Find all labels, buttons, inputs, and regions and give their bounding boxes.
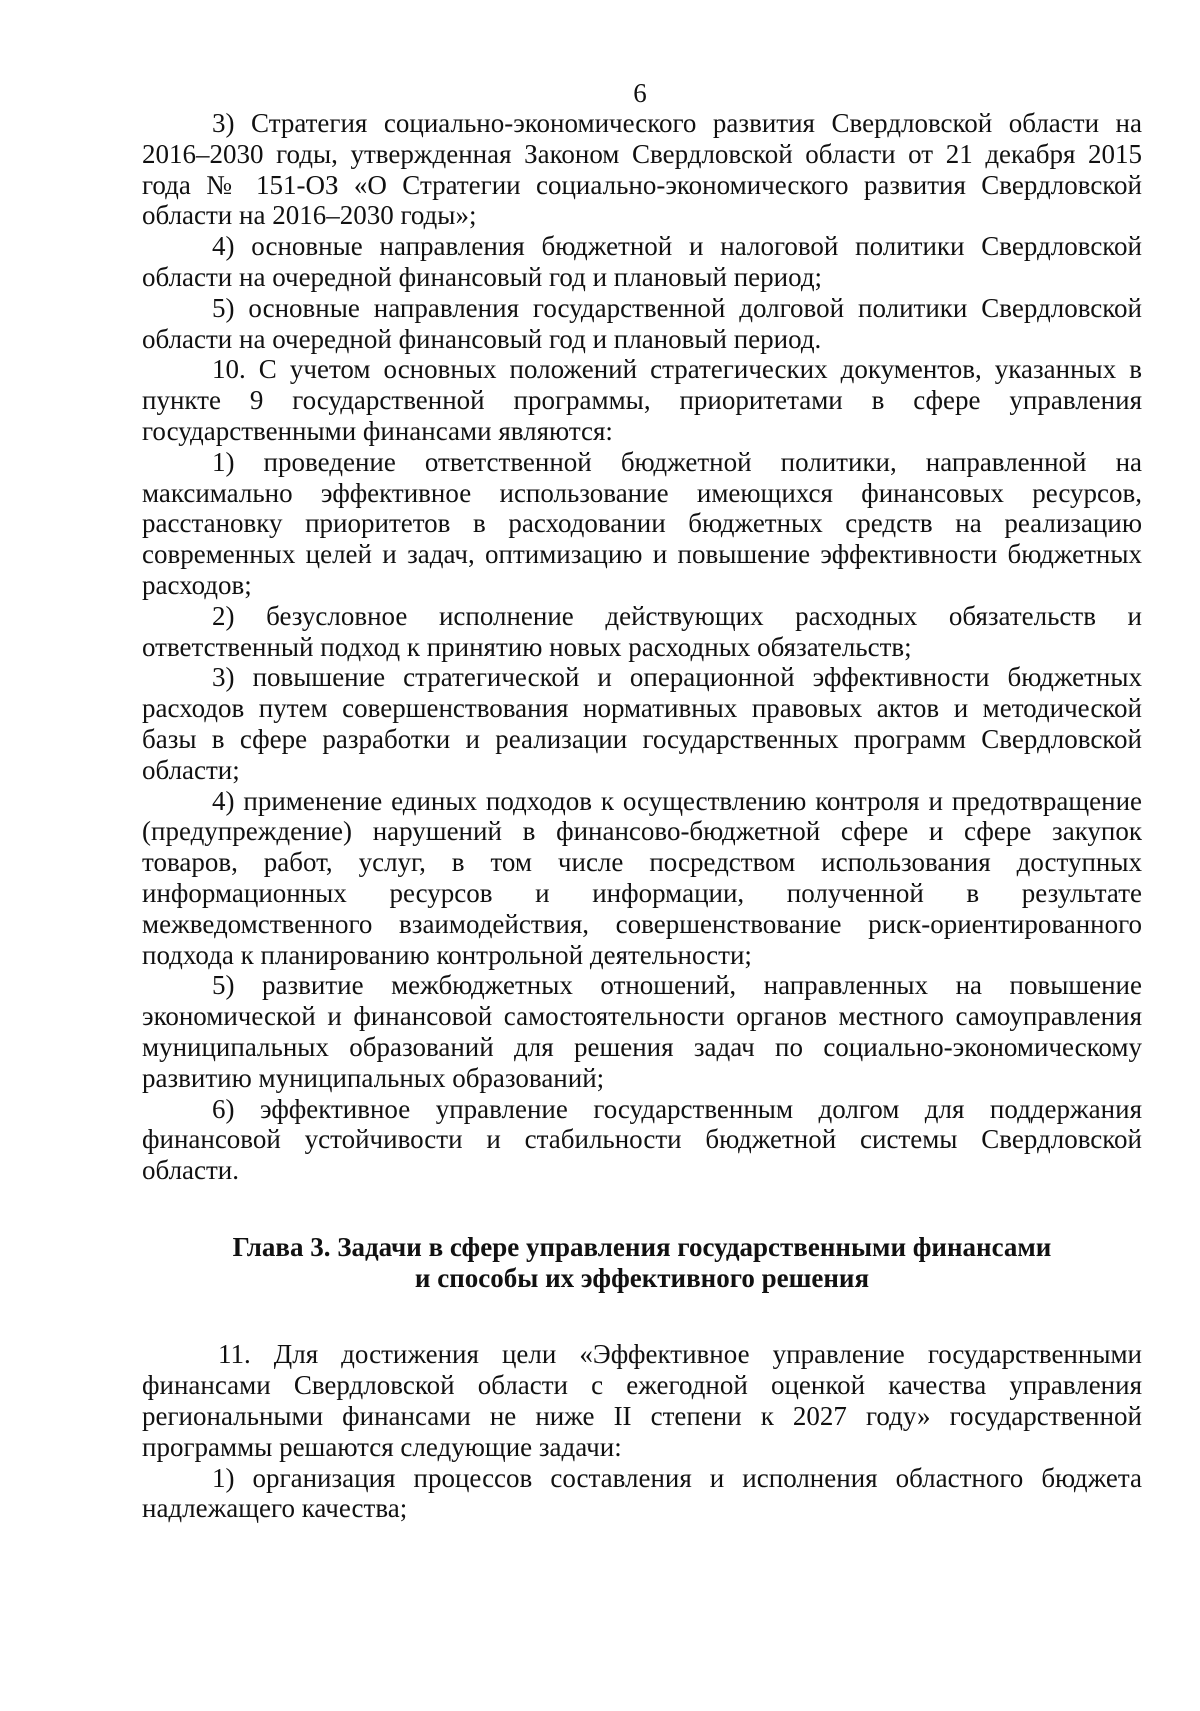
chapter-3-heading-line-2: и способы их эффективного решения xyxy=(414,1262,870,1293)
paragraph-task-1: 1) организация процессов составления и исполнения областного бюджета надлежащего качества; xyxy=(142,1462,1142,1524)
page-number: 6 xyxy=(633,78,647,108)
paragraph-debt-policy: 5) основные направления государственной долговой политики Свердловской области на очередной финансовый год и плановый период. xyxy=(142,292,1142,354)
document-body xyxy=(142,108,1142,1524)
chapter-3-heading xyxy=(142,1232,1142,1294)
chapter-3-heading-line-1: Глава 3. Задачи в сфере управления государственными финансами xyxy=(232,1231,1052,1262)
paragraph-priority-5: 5) развитие межбюджетных отношений, направленных на повышение экономической и финансовой самостоятельности органов местного самоуправления муниципальных образований для решения задач по социально-экономическому развитию муниципальных образований; xyxy=(142,970,1142,1093)
paragraph-priority-2: 2) безусловное исполнение действующих расходных обязательств и ответственный подход к принятию новых расходных обязательств; xyxy=(142,600,1142,662)
paragraph-priority-6: 6) эффективное управление государственным долгом для поддержания финансовой устойчивости и стабильности бюджетной системы Свердловской области. xyxy=(142,1093,1142,1186)
paragraph-item-10: 10. С учетом основных положений стратегических документов, указанных в пункте 9 государственной программы, приоритетами в сфере управления государственными финансами являются: xyxy=(142,354,1142,446)
paragraph-strategy-2030: 3) Стратегия социально-экономического развития Свердловской области на 2016–2030 годы, утвержденная Законом Свердловской области от 21 декабря 2015 года № 151-ОЗ «О Стратегии социально-экономического развития Свердловской области на 2016–2030 годы»; xyxy=(142,108,1142,231)
paragraph-priority-3: 3) повышение стратегической и операционной эффективности бюджетных расходов путем совершенствования нормативных правовых актов и методической базы в сфере разработки и реализации государственных программ Свердловской области; xyxy=(142,662,1142,785)
paragraph-item-11: 11. Для достижения цели «Эффективное управление государственными финансами Свердловской области с ежегодной оценкой качества управления региональными финансами не ниже II степени к 2027 году» государственной программы решаются следующие задачи: xyxy=(142,1339,1142,1462)
paragraph-priority-4: 4) применение единых подходов к осуществлению контроля и предотвращение (предупреждение) нарушений в финансово-бюджетной сфере и сфере закупок товаров, работ, услуг, в том числе посредством использования доступных информационных ресурсов и информации, полученной в результате межведомственного взаимодействия, совершенствование риск-ориентированного подхода к планированию контрольной деятельности; xyxy=(142,785,1142,970)
paragraph-priority-1: 1) проведение ответственной бюджетной политики, направленной на максимально эффективное использование имеющихся финансовых ресурсов, расстановку приоритетов в расходовании бюджетных средств на реализацию современных целей и задач, оптимизацию и повышение эффективности бюджетных расходов; xyxy=(142,446,1142,600)
paragraph-budget-tax-policy: 4) основные направления бюджетной и налоговой политики Свердловской области на очередной финансовый год и плановый период; xyxy=(142,231,1142,292)
